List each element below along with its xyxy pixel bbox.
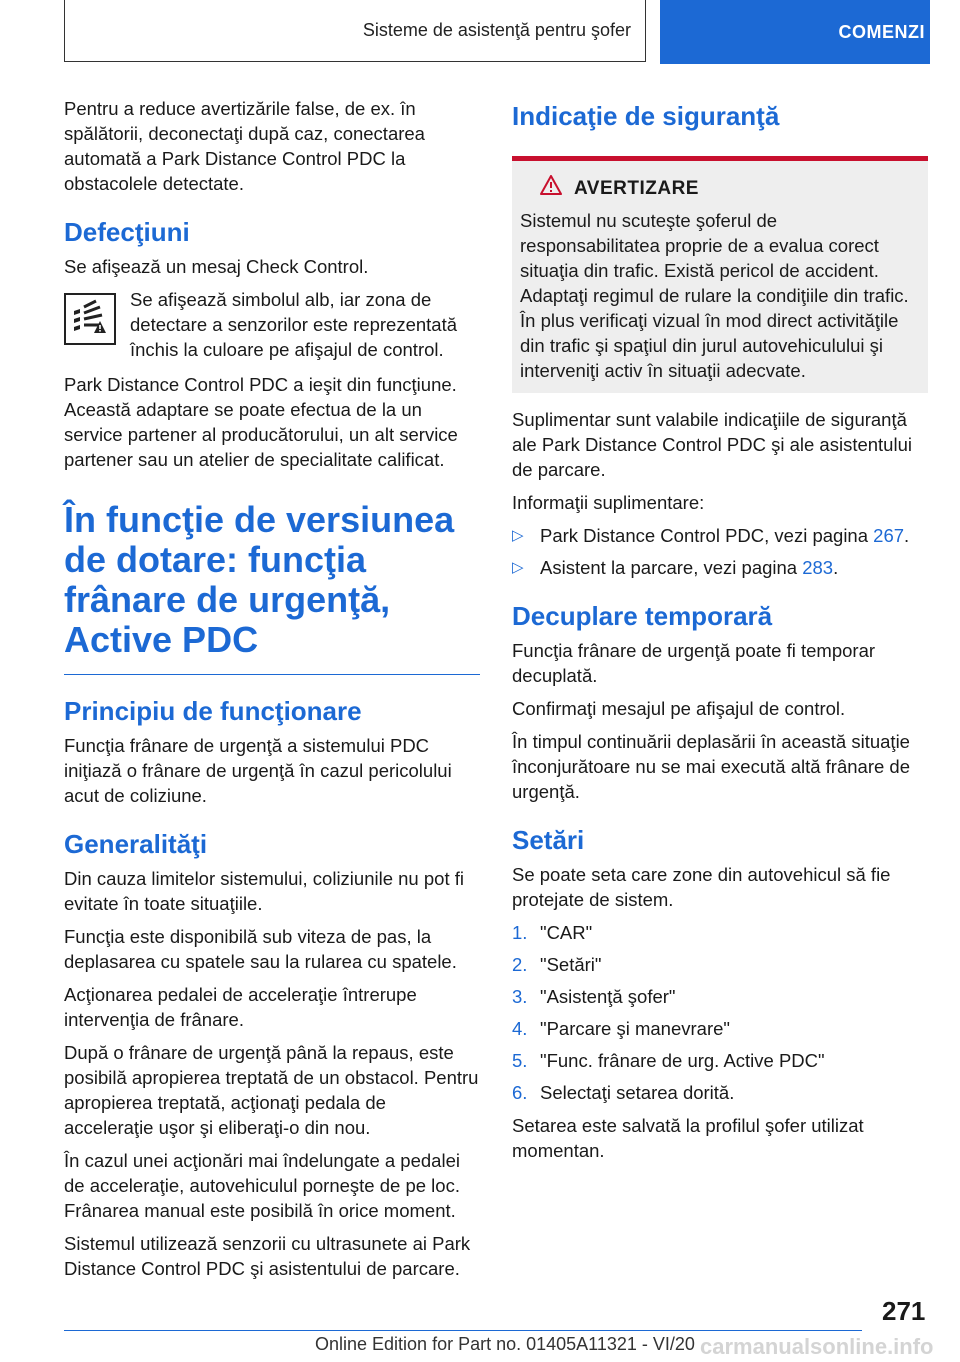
page-header [64,0,930,64]
defect-paragraph-2: Park Distance Control PDC a ieşit din funcţiune. Această adaptare se poate efectua de la un service partener al producătorului, un alt service partener sau un atelier de specialitate calificat. [64,374,458,470]
left-column [64,96,480,1289]
dec-paragraph-2: Confirmaţi mesajul pe afişajul de control. [512,698,846,719]
section-tab[interactable]: COMENZI [660,0,930,64]
footer-divider [64,1330,862,1331]
setari-paragraph-1: Se poate seta care zone din autovehicul să fie protejate de sistem. [512,864,891,910]
gen-paragraph-4: După o frânare de urgenţă până la repaus, este posibilă apropierea treptată de un obstacol. Pentru apropierea treptată, acţionaţi pedala de acceleraţie uşor şi eliberaţi-o din nou. [64,1042,479,1138]
list-item: ▷ Asistent la parcare, vezi pagina 283. [512,557,839,578]
edition-footer: Online Edition for Part no. 01405A11321 - VI/20 [315,1334,695,1354]
warning-box [512,156,928,393]
gen-paragraph-6: Sistemul utilizează senzorii cu ultrasunete ai Park Distance Control PDC şi asistentului de parcare. [64,1233,471,1279]
step-item: 5. "Func. frânare de urg. Active PDC" [512,1050,825,1071]
intro-paragraph: Pentru a reduce avertizările false, de ex. în spălătorii, deconectaţi după caz, conectarea automată a Park Distance Control PDC la obstacolele detectate. [64,98,425,194]
triangle-bullet-icon: ▷ [512,527,524,544]
step-item: 3. "Asistenţă şofer" [512,986,676,1007]
gen-paragraph-1: Din cauza limitelor sistemului, coliziunile nu pot fi evitate în toate situaţiile. [64,868,464,914]
pdc-symbol-description: Se afişează simbolul alb, iar zona de detectare a senzorilor este reprezentată închis la culoare pe afişajul de control. [130,289,458,360]
gen-paragraph-2: Funcţia este disponibilă sub viteza de pas, la deplasarea cu spatele sau la rularea cu spatele. [64,926,457,972]
heading-indicatie: Indicaţie de siguranţă [512,101,780,131]
chapter-heading: În funcţie de versiunea de dotare: funcţia frânare de urgenţă, Active PDC [64,500,480,675]
step-item: 4. "Parcare şi manevrare" [512,1018,730,1039]
step-item: 1. "CAR" [512,922,593,943]
list-item: ▷ Park Distance Control PDC, vezi pagina 267. [512,525,910,546]
info-label: Informaţii suplimentare: [512,492,705,513]
gen-paragraph-5: În cazul unei acţionări mai îndelungate a pedalei de acceleraţie, autovehiculul porneşte de pe loc. Frânarea manual este posibilă în orice moment. [64,1150,460,1221]
warning-title-text: AVERTIZARE [574,178,699,199]
dec-paragraph-1: Funcţia frânare de urgenţă poate fi temporar decuplată. [512,640,876,686]
steps-list [512,920,928,1105]
pdc-symbol-block [64,287,480,362]
step-item: 6. Selectaţi setarea dorită. [512,1082,735,1103]
page-link-267[interactable]: 267 [873,525,905,546]
heading-generalitati: Generalităţi [64,829,208,859]
step-item: 2. "Setări" [512,954,602,975]
supl-paragraph: Suplimentar sunt valabile indicaţiile de siguranţă ale Park Distance Control PDC şi ale asistentului de parcare. [512,409,912,480]
warning-title [540,175,920,202]
warning-text: Sistemul nu scuteşte şoferul de responsabilitatea proprie de a evalua corect situaţia din trafic. Există pericol de accident. Adaptaţi regimul de rulare la condiţiile din trafic. În plus verificaţi vizual în mod direct activităţile din trafic şi spaţiul din jurul autovehiculului şi interveniţi activ în situaţii adecvate. [520,210,909,381]
watermark: carmanualsonline.info [700,1334,934,1359]
page-number: 271 [882,1296,926,1326]
page-link-283[interactable]: 283 [802,557,834,578]
gen-paragraph-3: Acţionarea pedalei de acceleraţie întrerupe intervenţia de frânare. [64,984,417,1030]
heading-setari: Setări [512,825,585,855]
dec-paragraph-3: În timpul continuării deplasării în această situaţie înconjurătoare nu se mai execută altă frânare de urgenţă. [512,731,910,802]
heading-principiu: Principiu de funcţionare [64,696,362,726]
warning-triangle-icon [540,175,562,202]
right-column [512,96,928,1171]
heading-decuplare: Decuplare temporară [512,601,773,631]
pdc-warning-icon [64,293,116,345]
principiu-paragraph: Funcţia frânare de urgenţă a sistemului PDC iniţiază o frânare de urgenţă în cazul pericolului acut de coliziune. [64,735,452,806]
triangle-bullet-icon: ▷ [512,559,524,576]
defect-paragraph-1: Se afişează un mesaj Check Control. [64,256,369,277]
setari-paragraph-2: Setarea este salvată la profilul şofer utilizat momentan. [512,1115,864,1161]
heading-defectiuni: Defecţiuni [64,217,190,247]
reference-list [512,523,928,580]
section-title: Sisteme de asistenţă pentru şofer [64,0,646,62]
